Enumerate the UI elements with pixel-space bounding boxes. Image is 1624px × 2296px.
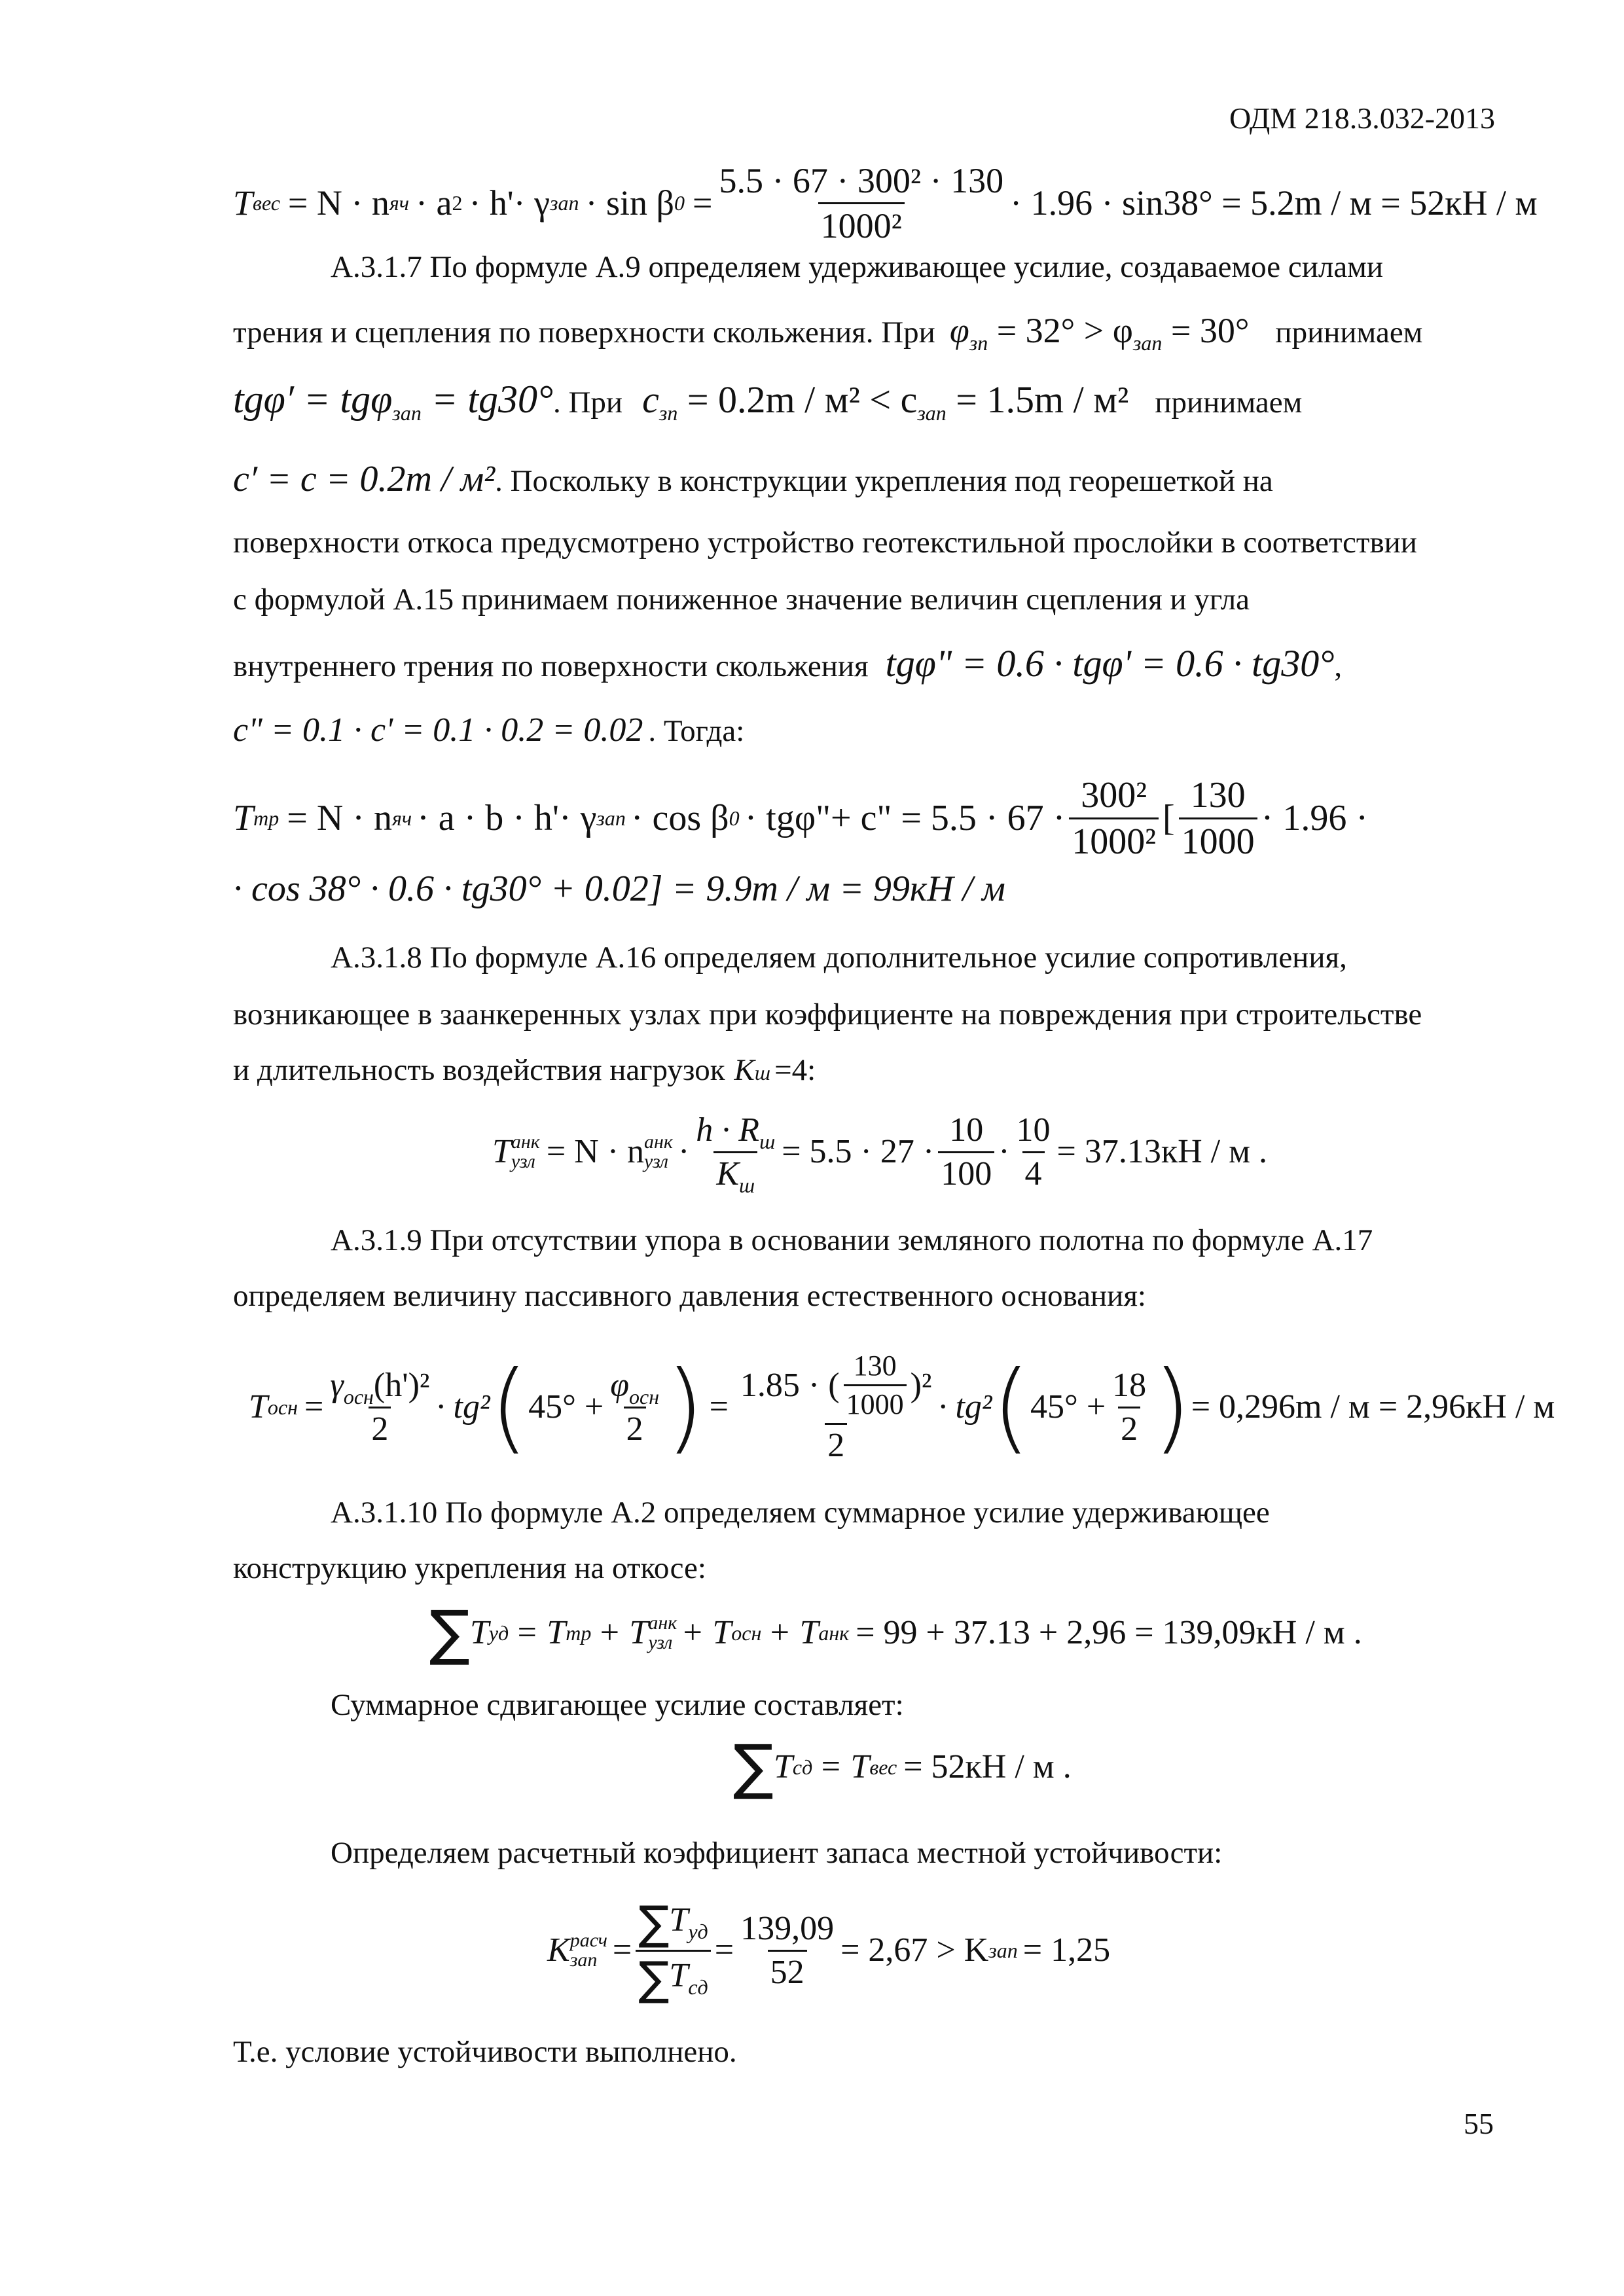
fraction: [1069, 774, 1159, 862]
sum-sign: ∑: [733, 1732, 774, 1802]
fraction: [1014, 1113, 1053, 1191]
equation-t-ank: [492, 1103, 1267, 1201]
text-segment: . При: [552, 386, 623, 420]
eq-term: = 0.2m / м² < c: [687, 378, 918, 421]
fraction-numerator: [693, 1113, 778, 1151]
fraction-denominator: [636, 1950, 710, 2005]
fraction: [1110, 1366, 1149, 1448]
fraction-numerator: [327, 1366, 432, 1408]
fraction-numerator: 130: [853, 1350, 897, 1382]
eq-symbol: φ: [949, 311, 969, 350]
eq-symbol: T: [233, 183, 253, 223]
eq-symbol: T: [249, 1388, 268, 1426]
paragraph-line: конструкцию укрепления на откосе:: [233, 1551, 706, 1585]
eq-term: · a · b · h'· γ: [417, 798, 597, 838]
eq-term: =: [709, 1388, 729, 1426]
paragraph-line: [233, 461, 1273, 497]
fraction-denominator: 1000: [1179, 817, 1257, 860]
eq-term: · sin β: [585, 183, 674, 223]
eq-term: =: [304, 1388, 324, 1426]
eq-term: = 1,25: [1022, 1931, 1111, 1969]
eq-index-stack: [570, 1931, 607, 1970]
paren-right: ): [1153, 1350, 1191, 1464]
paragraph-line: [233, 378, 1303, 425]
eq-term: ·: [677, 1133, 690, 1170]
fraction-numerator: 10: [949, 1111, 984, 1149]
fraction: [327, 1366, 432, 1448]
eq-superscript: анк: [648, 1612, 677, 1634]
equation-t-tr: T тр = N · n яч · a · b · h'· γ зап · cos β 0 · tgφ"+ c" = 5.5 · 67 · $\frac{\text{300²}}{\text{1000²}}$ [ $\frac{130}{1000}$ · 1.96 ·: [233, 774, 1368, 862]
fraction: [716, 160, 1006, 245]
paragraph-line: с формулой А.15 принимаем пониженное значение величин сцепления и угла: [233, 583, 1250, 617]
eq-symbol: c: [642, 378, 659, 421]
eq-superscript: анк: [644, 1131, 673, 1153]
fraction-numerator: 300²: [1081, 774, 1147, 816]
eq-subscript: узл: [648, 1632, 673, 1653]
equation-sum-t-ud: ∑ T уд = T тр + T анк узл + T осн + T анк = 99 + 37.13 + 2,96 = 139,09кН / м .: [429, 1598, 1362, 1668]
text-segment: =4:: [774, 1053, 816, 1087]
eq-index-stack: [648, 1613, 677, 1653]
fraction-denominator: [713, 1151, 757, 1197]
fraction: [738, 1352, 935, 1463]
eq-symbol: K: [734, 1053, 755, 1087]
eq-subscript: зп: [659, 401, 678, 425]
paragraph-line: возникающее в заанкеренных узлах при коэффициенте на повреждения при строительстве: [233, 997, 1422, 1031]
fraction-numerator: 130: [1190, 774, 1246, 816]
paragraph-line: [233, 642, 1343, 685]
fraction: [844, 1352, 907, 1419]
eq-bracket: [: [1163, 798, 1175, 838]
eq-term: 45° +: [528, 1388, 604, 1426]
eq-term: K: [716, 1155, 740, 1193]
fraction: [938, 1113, 994, 1191]
equation-k-zap: K расч зап = $\frac{\sum T_{уд}}{\sum T_{сд}}$ = $\frac{139,09}{52}$ = 2,67 > K зап = 1,25: [547, 1895, 1111, 2005]
eq-term: = 5.5 · 27 ·: [782, 1133, 935, 1170]
fraction-denominator: 1000: [844, 1384, 907, 1419]
eq-symbol: T: [492, 1133, 511, 1170]
paragraph-line: Определяем расчетный коэффициент запаса местной устойчивости:: [331, 1836, 1223, 1870]
eq-term: = T: [819, 1748, 870, 1785]
fraction: [1179, 774, 1257, 862]
eq-term: = 0,296m / м = 2,96кН / м: [1191, 1388, 1555, 1426]
eq-term: = N · n: [546, 1133, 645, 1170]
eq-subscript: сд: [688, 1975, 708, 1999]
eq-term: · tg²: [436, 1388, 490, 1426]
fraction: [738, 1909, 837, 1991]
fraction-numerator: 18: [1112, 1366, 1147, 1404]
eq-subscript: зап: [1132, 331, 1163, 355]
inline-equation: c′ = c = 0.2m / м²: [233, 459, 496, 499]
fraction: [693, 1111, 778, 1197]
sum-sign: ∑: [638, 1895, 670, 1950]
fraction-numerator: 5.5 · 67 · 300² · 130: [719, 160, 1004, 200]
eq-symbol: T: [470, 1614, 489, 1651]
fraction: [607, 1366, 662, 1448]
text-segment: внутреннего трения по поверхности скольжения: [233, 649, 869, 683]
eq-term: · tg²: [938, 1388, 992, 1426]
fraction-denominator: 4: [1022, 1151, 1045, 1191]
eq-term: 1.85 · (: [740, 1366, 840, 1404]
paren-right: ): [666, 1350, 704, 1464]
page-number: 55: [1464, 2107, 1494, 2140]
text-segment: . Тогда:: [648, 714, 745, 748]
eq-term: = 99 + 37.13 + 2,96 = 139,09кН / м .: [856, 1614, 1362, 1651]
paragraph-line: А.3.1.7 По формуле А.9 определяем удерживающее усилие, создаваемое силами: [331, 250, 1384, 284]
equation-sum-t-sd: ∑ T сд = T вес = 52кН / м .: [733, 1732, 1072, 1802]
paragraph-line: определяем величину пассивного давления естественного основания:: [233, 1279, 1146, 1313]
inline-equation: c" = 0.1 · c' = 0.1 · 0.2 = 0.02: [233, 711, 643, 749]
eq-term: tgφ′ = tgφ: [233, 378, 393, 421]
eq-superscript: анк: [511, 1131, 540, 1153]
paragraph-line: Т.е. условие устойчивости выполнено.: [233, 2035, 737, 2069]
eq-subscript: зап: [569, 1949, 598, 1971]
fraction-denominator: 2: [369, 1407, 391, 1446]
text-segment: принимаем: [1275, 315, 1423, 350]
eq-subscript: осн: [628, 1384, 660, 1408]
eq-subscript: узл: [644, 1151, 669, 1172]
eq-term: )²: [910, 1366, 932, 1404]
paren-left: (: [490, 1350, 529, 1464]
eq-term: · cos β: [630, 798, 729, 838]
inline-equation: [949, 311, 1250, 355]
eq-symbol: φ: [610, 1366, 629, 1404]
paragraph-line: [233, 311, 1423, 355]
eq-term: = N · n: [287, 183, 389, 223]
paragraph-line: А.3.1.10 По формуле А.2 определяем суммарное усилие удерживающее: [331, 1496, 1270, 1530]
fraction-numerator: 139,09: [740, 1909, 835, 1947]
sum-sign: ∑: [429, 1598, 470, 1668]
inline-equation: tgφ" = 0.6 · tgφ' = 0.6 · tg30°: [885, 642, 1335, 685]
text-segment: трения и сцепления по поверхности скольжения. При: [233, 315, 935, 350]
eq-symbol: T: [669, 1901, 689, 1939]
eq-term: =: [692, 183, 713, 223]
eq-symbol: T: [233, 798, 254, 838]
eq-term: = N · n: [287, 798, 392, 838]
eq-symbol: T: [774, 1748, 793, 1785]
eq-term: (h')²: [373, 1366, 430, 1404]
eq-subscript: зап: [917, 401, 947, 425]
eq-symbol: γ: [330, 1366, 344, 1404]
eq-term: = 1.5m / м²: [956, 378, 1129, 421]
inline-equation: [642, 378, 1129, 425]
eq-term: = T: [515, 1614, 566, 1651]
eq-subscript: зп: [969, 331, 988, 355]
fraction-numerator: [738, 1352, 935, 1423]
paren-left: (: [992, 1350, 1031, 1464]
eq-term: = 2,67 > K: [840, 1931, 989, 1969]
eq-subscript: ш: [759, 1129, 776, 1153]
eq-term: · 1.96 · sin38° = 5.2m / м = 52кН / м: [1010, 183, 1538, 223]
eq-term: · tgφ"+ c" = 5.5 · 67 ·: [744, 798, 1066, 838]
eq-symbol: T: [669, 1956, 689, 1994]
fraction-denominator: 1000²: [818, 202, 905, 243]
text-segment: ,: [1334, 649, 1343, 683]
fraction-numerator: [607, 1366, 662, 1408]
eq-symbol: K: [547, 1931, 570, 1969]
eq-term: · h'· γ: [469, 183, 550, 223]
eq-term: 45° +: [1030, 1388, 1106, 1426]
sum-sign: ∑: [638, 1951, 670, 2005]
paragraph-line: А.3.1.8 По формуле А.16 определяем дополнительное усилие сопротивления,: [331, 941, 1347, 975]
eq-term: = tg30°: [431, 378, 553, 421]
fraction-denominator: 1000²: [1069, 817, 1159, 860]
inline-equation: [233, 378, 553, 425]
eq-superscript: расч: [569, 1929, 607, 1951]
paragraph-line: А.3.1.9 При отсутствии упора в основании земляного полотна по формуле А.17: [331, 1223, 1373, 1257]
equation-t-osn: T осн = $\frac{\gamma_{осн}(h')^2}{2}$ · tg² ( 45° + $\frac{\varphi_{осн}}{2}$ ) = 1.85 · ( $\frac{130}{1000}$ )² 2 · tg² ( 45° + $\frac{18}{2}$ ) = 0,296m / м = 2,96кН / м: [249, 1350, 1555, 1464]
equation-t-tr-continuation: · cos 38° · 0.6 · tg30° + 0.02] = 9.9m / м = 99кН / м: [233, 869, 1005, 909]
eq-index-stack: [511, 1132, 540, 1172]
document-code: ОДМ 218.3.032-2013: [1229, 101, 1496, 135]
eq-term: · a: [416, 183, 452, 223]
fraction: [636, 1895, 710, 2005]
eq-subscript: зап: [392, 401, 422, 425]
paragraph-line: [233, 713, 744, 747]
eq-term: = 32° > φ: [996, 311, 1133, 350]
eq-term: =: [714, 1931, 734, 1969]
eq-subscript: осн: [343, 1384, 374, 1408]
paragraph-line: Суммарное сдвигающее усилие составляет:: [331, 1688, 904, 1722]
eq-term: =: [612, 1931, 632, 1969]
eq-subscript: узл: [511, 1151, 535, 1172]
equation-t-ves: T вес = N · n яч · a 2 · h'· γ зап · sin β 0 = $\frac{\text{5.5 · 67 · 300² · 130}}{\text{1000²}}$ · 1.96 · sin38° = 5.2m / м = 52кН / м: [233, 160, 1538, 245]
fraction-denominator: 2: [624, 1407, 646, 1446]
fraction-numerator: [636, 1895, 710, 1950]
eq-term: h · R: [696, 1111, 760, 1149]
eq-term: ·: [998, 1133, 1010, 1170]
eq-term: = 37.13кН / м .: [1056, 1133, 1268, 1170]
eq-subscript: ш: [739, 1173, 755, 1197]
fraction-numerator: 10: [1016, 1111, 1051, 1149]
fraction-denominator: 2: [1118, 1407, 1140, 1446]
eq-term: + T: [681, 1614, 732, 1651]
eq-subscript: уд: [688, 1919, 708, 1943]
eq-term: = 52кН / м .: [903, 1748, 1072, 1785]
eq-term: + T: [768, 1614, 819, 1651]
paragraph-line: и длительность воздействия нагрузок K ш =4:: [233, 1053, 816, 1087]
text-segment: и длительность воздействия нагрузок: [233, 1053, 725, 1087]
fraction-denominator: 2: [825, 1423, 847, 1463]
eq-term: = 30°: [1170, 311, 1250, 350]
eq-term: · 1.96 ·: [1261, 798, 1368, 838]
fraction-denominator: 100: [938, 1151, 994, 1191]
fraction-denominator: 52: [768, 1950, 807, 1990]
eq-term: + T: [598, 1614, 649, 1651]
paragraph-line: поверхности откоса предусмотрено устройство геотекстильной прослойки в соответствии: [233, 526, 1417, 560]
eq-index-stack: [644, 1132, 673, 1172]
text-segment: принимаем: [1155, 386, 1303, 420]
text-segment: . Поскольку в конструкции укрепления под георешеткой на: [495, 464, 1273, 498]
